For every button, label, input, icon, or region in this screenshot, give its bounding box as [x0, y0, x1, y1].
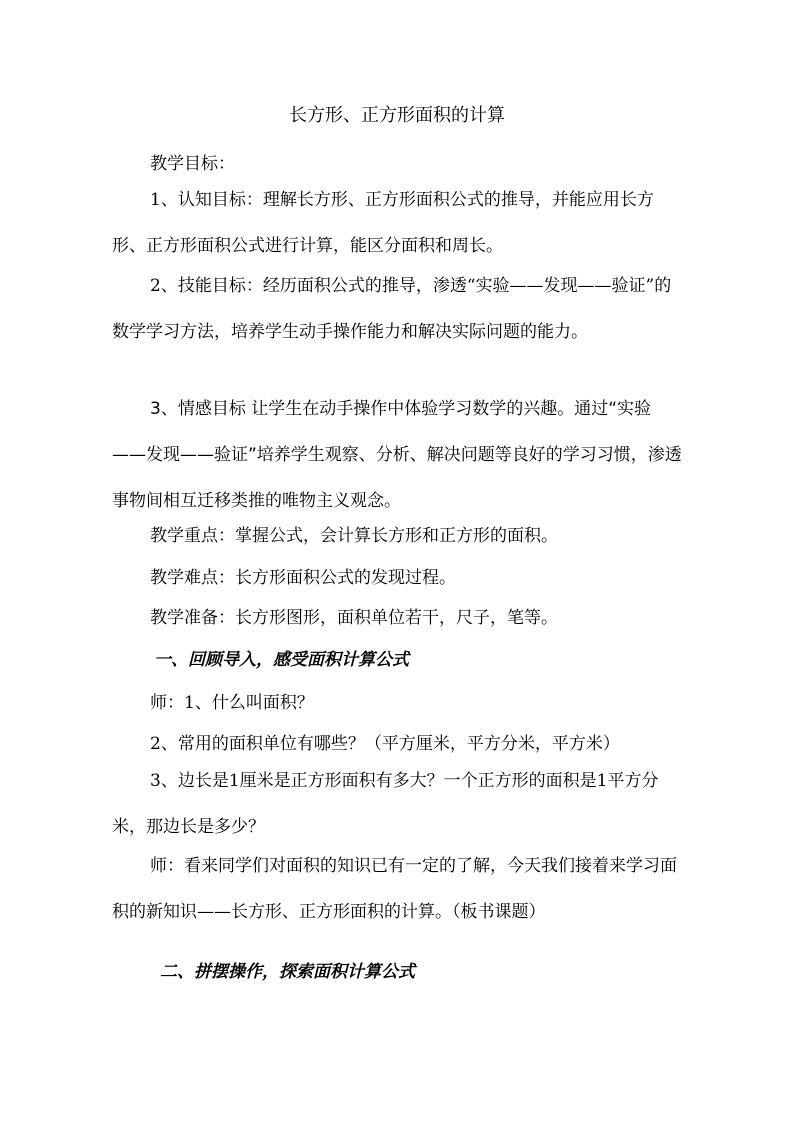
objective-3-paragraph: 3、情感目标 让学生在动手操作中体验学习数学的兴趣。通过“实验——发现——验证”培养学生观察、分析、解决问题等良好的学习习惯，渗透事物间相互迁移类推的唯物主义观念。 [112, 399, 682, 511]
key-point-line: 教学重点：掌握公式，会计算长方形和正方形的面积。 [150, 526, 558, 546]
teacher-intro-paragraph: 师：看来同学们对面积的知识已有一定的了解，今天我们接着来学习面积的新知识——长方形、正方形面积的计算。（板书课题） [112, 856, 677, 922]
objective-1-paragraph: 1、认知目标：理解长方形、正方形面积公式的推导，并能应用长方形、正方形面积公式进行计算，能区分面积和周长。 [112, 190, 654, 256]
document-title: 长方形、正方形面积的计算 [289, 105, 505, 126]
section-2-heading: 二、拼摆操作，探索面积计算公式 [160, 962, 415, 982]
difficulty-line: 教学难点：长方形面积公式的发现过程。 [150, 568, 456, 588]
preparation-line: 教学准备：长方形图形，面积单位若干，尺子，笔等。 [150, 608, 558, 628]
question-1-line: 师：1、什么叫面积？ [150, 693, 314, 713]
objectives-heading: 教学目标： [150, 154, 235, 174]
section-1-heading: 一、回顾导入，感受面积计算公式 [154, 650, 409, 670]
question-2-line: 2、常用的面积单位有哪些？（平方厘米，平方分米，平方米） [150, 734, 620, 754]
question-3-paragraph: 3、边长是1厘米是正方形面积有多大？一个正方形的面积是1平方分米，那边长是多少？ [112, 771, 659, 837]
objective-2-paragraph: 2、技能目标：经历面积公式的推导，渗透“实验——发现——验证”的数学学习方法，培养学生动手操作能力和解决实际问题的能力。 [112, 276, 672, 342]
